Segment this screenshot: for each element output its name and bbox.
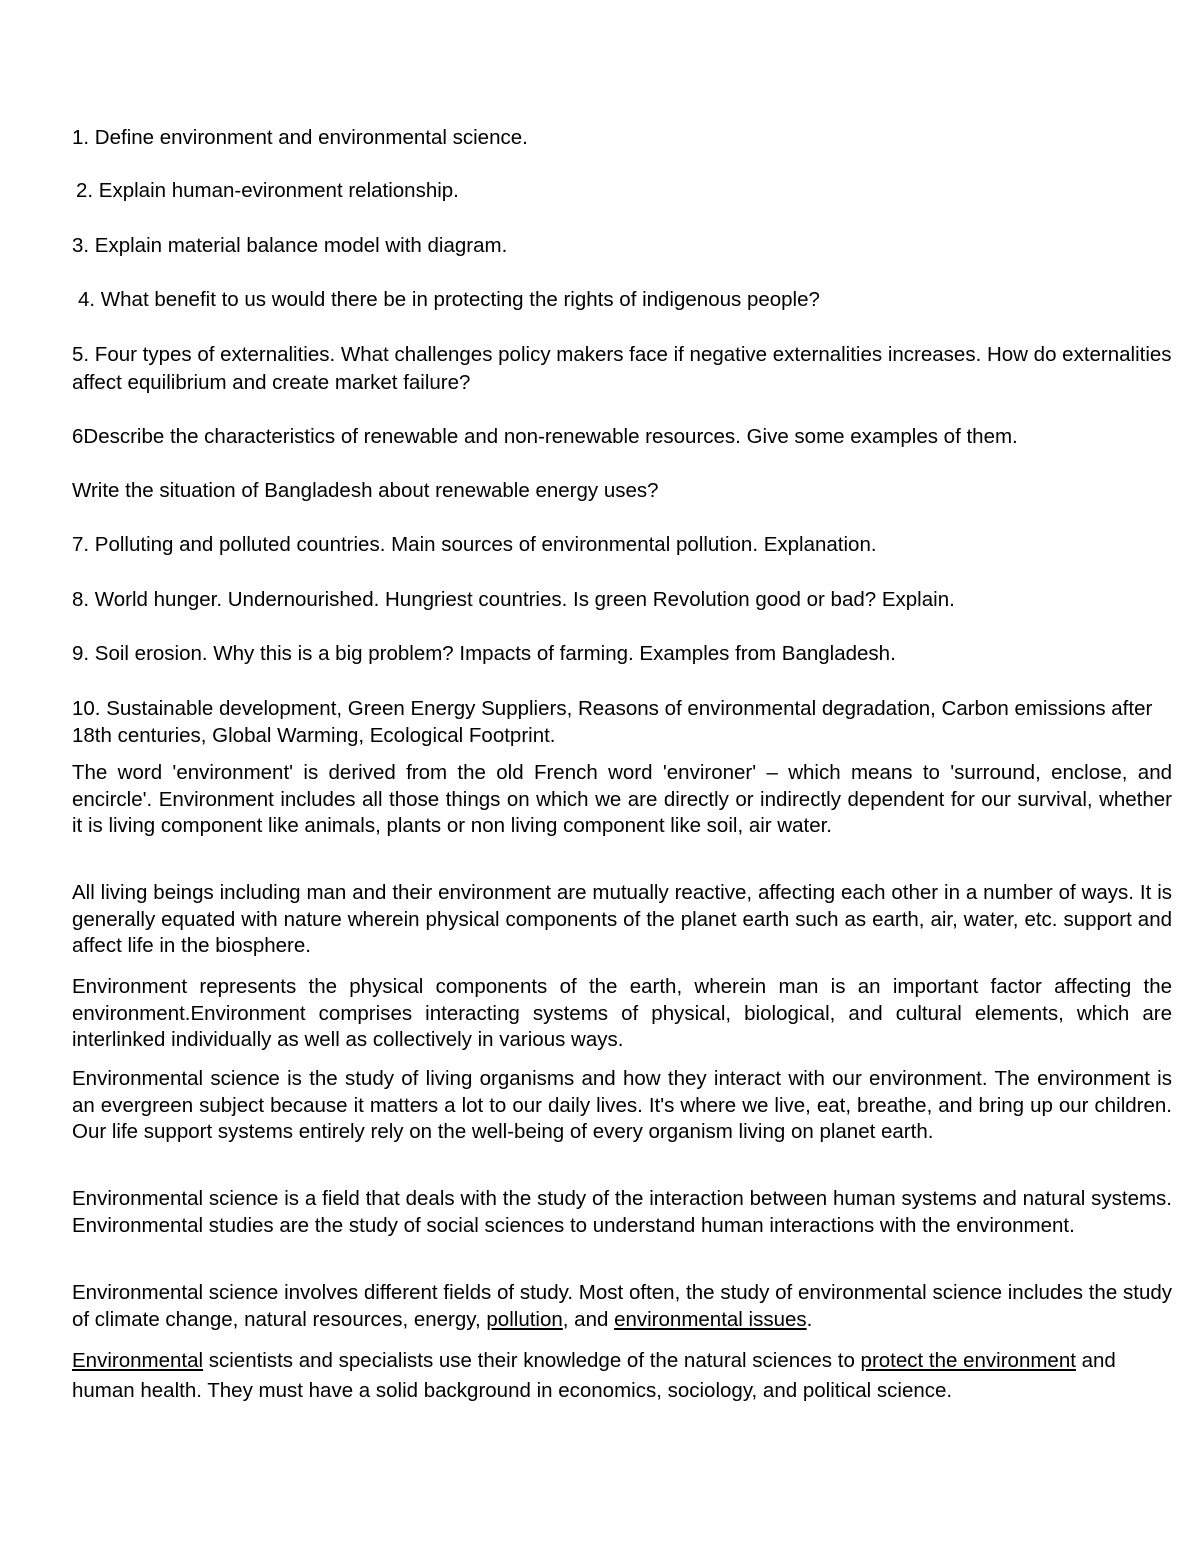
- paragraph-6-text-c: .: [806, 1308, 813, 1331]
- answer-paragraph-5: Environmental science is a field that deals with the study of the interaction between human systems and natural systems. Environmental studies are the study of social sciences to understand human interactions with the environment.: [72, 1187, 1172, 1237]
- answer-paragraph-2: All living beings including man and their environment are mutually reactive, affecting each other in a number of ways. It is generally equated with nature wherein physical components of the planet earth such as earth, air, water, etc. support and affect life in the biosphere.: [72, 881, 1172, 957]
- question-5: 5. Four types of externalities. What challenges policy makers face if negative externalities increases. How do externalities affect equilibrium and create market failure?: [72, 343, 1172, 394]
- question-10: 10. Sustainable development, Green Energy Suppliers, Reasons of environmental degradation, Carbon emissions after 18th centuries, Global Warming, Ecological Footprint.: [72, 697, 1153, 747]
- question-9: 9. Soil erosion. Why this is a big problem? Impacts of farming. Examples from Bangladesh.: [72, 642, 896, 665]
- paragraph-6-text-b: , and: [562, 1308, 615, 1331]
- answer-paragraph-1: The word 'environment' is derived from the old French word 'environer' – which means to 'surround, enclose, and encircle'. Environment includes all those things on which we are directly or indirectly dependent for our survival, whether it is living component like animals, plants or non living component like soil, air water.: [72, 761, 1172, 837]
- answer-paragraph-3: Environment represents the physical components of the earth, wherein man is an important factor affecting the environment.Environment comprises interacting systems of physical, biological, and cultural elements, which are interlinked individually as well as collectively in various ways.: [72, 975, 1172, 1051]
- answer-paragraph-7: [72, 1346, 1172, 1406]
- paragraph-7-text-a: scientists and specialists use their knowledge of the natural sciences to: [203, 1349, 861, 1372]
- question-8: 8. World hunger. Undernourished. Hungriest countries. Is green Revolution good or bad? Explain.: [72, 588, 955, 611]
- environmental-issues-link[interactable]: environmental issues: [614, 1308, 807, 1331]
- paragraph-7-text-b: and human health. They must have a solid background in economics, sociology, and political science.: [72, 1349, 1116, 1402]
- answer-paragraph-4: Environmental science is the study of living organisms and how they interact with our environment. The environment is an evergreen subject because it matters a lot to our daily lives. It's where we live, eat, breathe, and bring up our children. Our life support systems entirely rely on the well-being of every organism living on planet earth.: [72, 1067, 1172, 1143]
- question-2: 2. Explain human-evironment relationship.: [76, 179, 459, 202]
- question-7: 7. Polluting and polluted countries. Main sources of environmental pollution. Explanation.: [72, 533, 877, 556]
- paragraph-6-text-a: Environmental science involves different fields of study. Most often, the study of environmental science includes the study of climate change, natural resources, energy,: [72, 1281, 1172, 1331]
- answer-paragraph-6: [72, 1279, 1172, 1333]
- pollution-link[interactable]: pollution: [486, 1308, 563, 1331]
- question-4: 4. What benefit to us would there be in protecting the rights of indigenous people?: [78, 288, 820, 311]
- question-6: 6Describe the characteristics of renewable and non-renewable resources. Give some examples of them.: [72, 425, 1018, 448]
- protect-environment-link[interactable]: protect the environment: [860, 1349, 1076, 1372]
- question-1: 1. Define environment and environmental science.: [72, 126, 528, 149]
- question-6b: Write the situation of Bangladesh about renewable energy uses?: [72, 479, 659, 502]
- question-3: 3. Explain material balance model with diagram.: [72, 234, 508, 257]
- environmental-link[interactable]: Environmental: [72, 1349, 204, 1372]
